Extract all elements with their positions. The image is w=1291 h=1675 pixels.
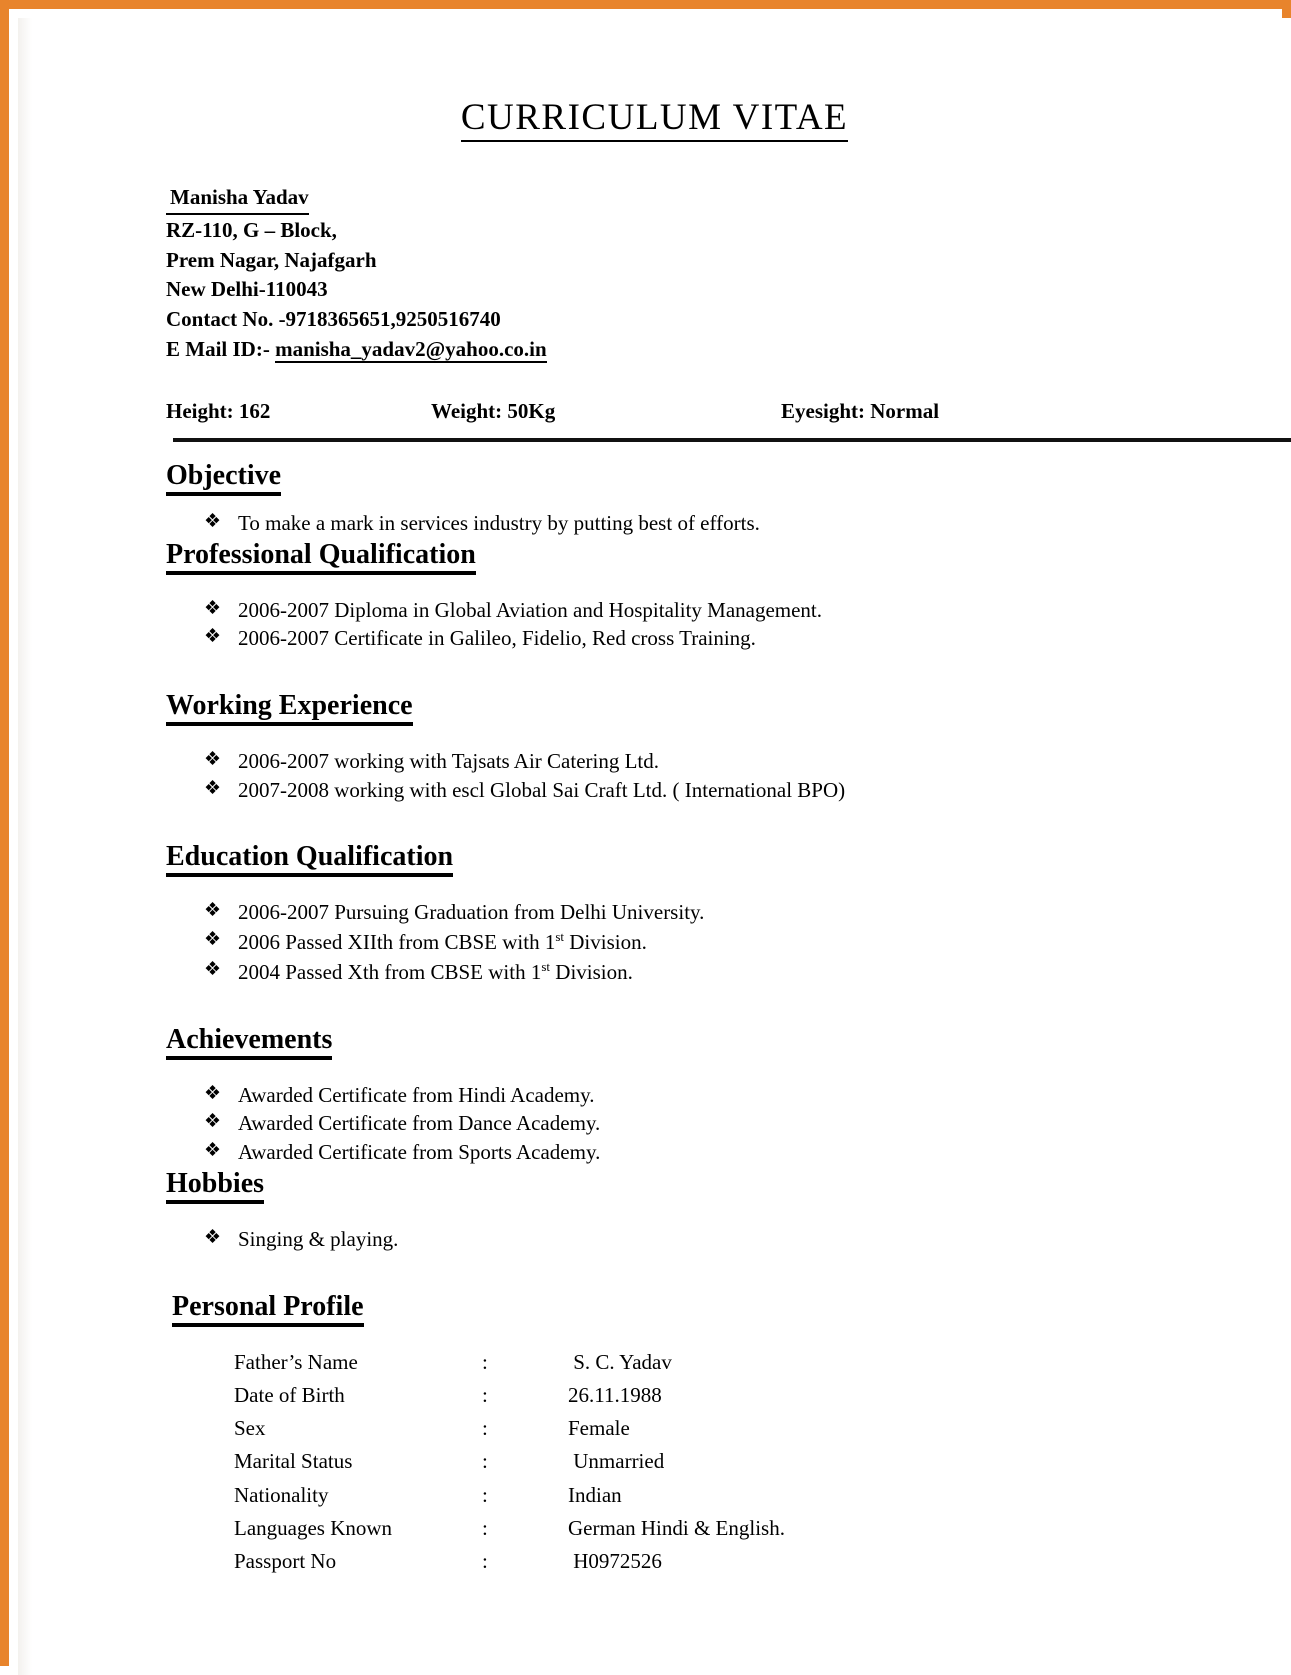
list-item bbox=[204, 899, 1291, 927]
list-item bbox=[204, 958, 1291, 987]
section-heading-hobbies-text: Hobbies bbox=[166, 1168, 264, 1204]
profile-field-separator: : bbox=[482, 1382, 488, 1407]
diamond-bullet-icon: ❖ bbox=[204, 626, 222, 648]
education-qualification-list bbox=[18, 899, 1291, 986]
table-row bbox=[234, 1515, 785, 1548]
diamond-bullet-icon: ❖ bbox=[204, 1226, 222, 1248]
hobbies-list bbox=[18, 1226, 1291, 1254]
list-item bbox=[204, 625, 1291, 653]
profile-field-label: Sex bbox=[234, 1416, 266, 1441]
list-item-text: 2004 Passed Xth from CBSE with 1st Division. bbox=[238, 958, 633, 984]
profile-field-value: S. C. Yadav bbox=[568, 1349, 672, 1374]
section-heading-education-qualification bbox=[18, 841, 1291, 873]
diamond-bullet-icon: ❖ bbox=[204, 1140, 222, 1162]
section-heading-personal-profile-text: Personal Profile bbox=[172, 1291, 364, 1327]
page-title-text: CURRICULUM VITAE bbox=[461, 97, 848, 142]
list-item bbox=[204, 1226, 1291, 1254]
personal-profile-table bbox=[18, 1349, 1291, 1582]
profile-field-separator: : bbox=[482, 1449, 488, 1474]
diamond-bullet-icon: ❖ bbox=[204, 510, 222, 532]
profile-field-label: Father’s Name bbox=[234, 1349, 358, 1374]
table-row bbox=[234, 1482, 785, 1515]
list-item bbox=[204, 777, 1291, 805]
cv-document bbox=[18, 18, 1291, 1675]
list-item-text: 2006-2007 Diploma in Global Aviation and Hospitality Management. bbox=[238, 597, 823, 622]
list-item bbox=[204, 1110, 1291, 1138]
section-heading-hobbies bbox=[18, 1168, 1291, 1200]
profile-field-label: Nationality bbox=[234, 1482, 329, 1507]
list-item-text: Awarded Certificate from Sports Academy. bbox=[238, 1140, 601, 1165]
profile-field-separator: : bbox=[482, 1416, 488, 1441]
list-item-text: 2006-2007 Certificate in Galileo, Fidelio, Red cross Training. bbox=[238, 626, 756, 651]
diamond-bullet-icon: ❖ bbox=[204, 749, 222, 771]
phone-number: Contact No. -9718365651,9250516740 bbox=[166, 307, 501, 332]
list-item bbox=[204, 597, 1291, 625]
section-heading-achievements-text: Achievements bbox=[166, 1024, 332, 1060]
list-item-text: To make a mark in services industry by putting best of efforts. bbox=[238, 510, 760, 535]
professional-qualification-list bbox=[18, 597, 1291, 653]
ordinal-suffix: st bbox=[555, 929, 565, 945]
diamond-bullet-icon: ❖ bbox=[204, 1111, 222, 1133]
profile-field-separator: : bbox=[482, 1482, 488, 1507]
profile-field-value: Female bbox=[568, 1416, 630, 1441]
email-label: E Mail ID:- bbox=[166, 337, 276, 362]
list-item bbox=[204, 748, 1291, 776]
list-item-text: Awarded Certificate from Dance Academy. bbox=[238, 1111, 601, 1136]
address-line-1: RZ-110, G – Block, bbox=[166, 217, 337, 242]
diamond-bullet-icon: ❖ bbox=[204, 597, 222, 619]
stat-height: Height: 162 bbox=[166, 398, 271, 423]
objective-list bbox=[18, 510, 1291, 538]
table-row bbox=[234, 1415, 785, 1448]
list-item bbox=[204, 510, 1291, 538]
ordinal-suffix: st bbox=[541, 958, 551, 974]
profile-field-label: Passport No bbox=[234, 1549, 337, 1574]
stat-weight: Weight: 50Kg bbox=[431, 398, 556, 423]
personal-profile-tbody bbox=[234, 1349, 785, 1582]
address-line-2: Prem Nagar, Najafgarh bbox=[166, 247, 377, 272]
profile-field-separator: : bbox=[482, 1549, 488, 1574]
list-item-text: Awarded Certificate from Hindi Academy. bbox=[238, 1082, 595, 1107]
contact-block bbox=[18, 183, 1291, 365]
section-heading-objective bbox=[18, 460, 1291, 492]
table-row bbox=[234, 1349, 785, 1382]
section-heading-working-experience-text: Working Experience bbox=[166, 690, 413, 726]
list-item bbox=[204, 1139, 1291, 1167]
section-heading-professional-qualification bbox=[18, 539, 1291, 571]
table-row bbox=[234, 1548, 785, 1581]
personal-profile-rows bbox=[234, 1349, 785, 1582]
section-heading-personal-profile bbox=[18, 1291, 1291, 1323]
section-heading-education-qualification-text: Education Qualification bbox=[166, 841, 453, 877]
list-item-text: 2006-2007 working with Tajsats Air Catering Ltd. bbox=[238, 749, 660, 774]
section-heading-objective-text: Objective bbox=[166, 460, 281, 496]
profile-field-value: German Hindi & English. bbox=[568, 1515, 785, 1540]
profile-field-value: 26.11.1988 bbox=[568, 1382, 662, 1407]
list-item-text: 2006 Passed XIIth from CBSE with 1st Division. bbox=[238, 929, 647, 955]
profile-field-label: Marital Status bbox=[234, 1449, 353, 1474]
section-heading-achievements bbox=[18, 1024, 1291, 1056]
list-item-text: 2006-2007 Pursuing Graduation from Delhi University. bbox=[238, 900, 705, 925]
physical-stats-row bbox=[18, 399, 1291, 424]
profile-field-value: Unmarried bbox=[568, 1449, 665, 1474]
section-heading-professional-qualification-text: Professional Qualification bbox=[166, 539, 476, 575]
page-title bbox=[18, 18, 1291, 139]
email-row bbox=[166, 335, 1291, 365]
working-experience-list bbox=[18, 748, 1291, 804]
diamond-bullet-icon: ❖ bbox=[204, 1082, 222, 1104]
profile-field-separator: : bbox=[482, 1349, 488, 1374]
list-item bbox=[204, 928, 1291, 957]
profile-field-separator: : bbox=[482, 1515, 488, 1540]
list-item-text: 2007-2008 working with escl Global Sai Craft Ltd. ( International BPO) bbox=[238, 777, 846, 802]
diamond-bullet-icon: ❖ bbox=[204, 777, 222, 799]
profile-field-value: H0972526 bbox=[568, 1549, 662, 1574]
list-item-text: Singing & playing. bbox=[238, 1226, 399, 1251]
stat-eyesight: Eyesight: Normal bbox=[781, 398, 940, 423]
section-heading-working-experience bbox=[18, 690, 1291, 722]
address-line-3: New Delhi-110043 bbox=[166, 277, 328, 302]
diamond-bullet-icon: ❖ bbox=[204, 958, 222, 980]
profile-field-value: Indian bbox=[568, 1482, 622, 1507]
table-row bbox=[234, 1448, 785, 1481]
candidate-name: Manisha Yadav bbox=[166, 183, 309, 215]
profile-field-label: Date of Birth bbox=[234, 1382, 345, 1407]
diamond-bullet-icon: ❖ bbox=[204, 929, 222, 951]
achievements-list bbox=[18, 1082, 1291, 1167]
list-item bbox=[204, 1082, 1291, 1110]
table-row bbox=[234, 1382, 785, 1415]
email-address[interactable]: manisha_yadav2@yahoo.co.in bbox=[275, 337, 547, 362]
diamond-bullet-icon: ❖ bbox=[204, 900, 222, 922]
profile-field-label: Languages Known bbox=[234, 1515, 393, 1540]
